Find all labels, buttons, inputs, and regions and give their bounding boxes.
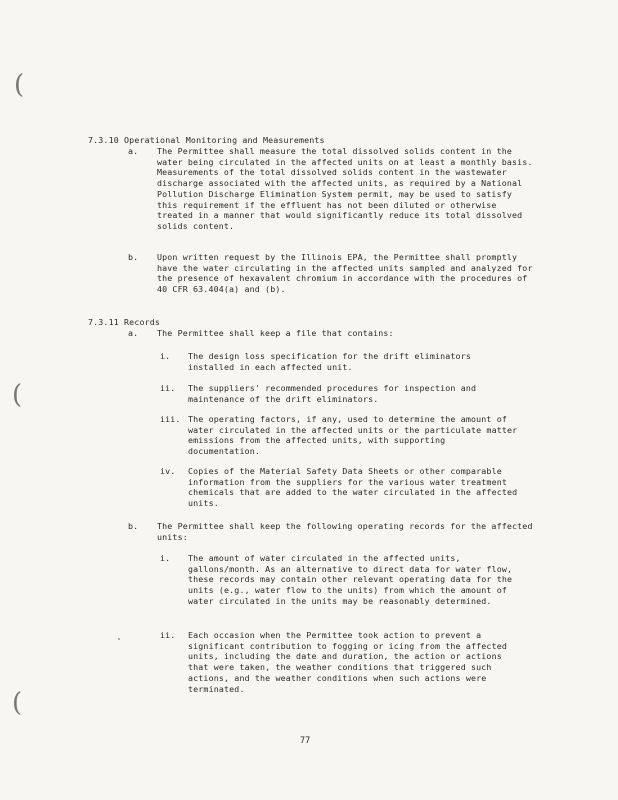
- item-text-7-3-11-a: The Permittee shall keep a file that contains:: [157, 328, 394, 338]
- subitem-label: i.: [160, 553, 171, 563]
- binder-hole-mark-middle: (: [12, 380, 23, 410]
- item-text-7-3-10-b: Upon written request by the Illinois EPA, the Permittee shall promptly have the water circulating in the affected units sampled and analyzed for the presence of hexavalent chromium in accordance with the procedures of 40 CFR 63.404(a) and (b).: [157, 252, 533, 295]
- item-text-7-3-10-a: The Permittee shall measure the total dissolved solids content in the water being circulated in the affected units on at least a monthly basis. Measurements of the total dissolved solids content in the wastewater discharge associated with the affected units, as required by a National Pollution Discharge Elimination System permit, may be used to satisfy this requirement if the effluent has not been diluted or otherwise treated in a manner that would significantly reduce its total dissolved solids content.: [157, 146, 533, 231]
- subitem-text-a-i: The design loss specification for the drift eliminators installed in each affected unit.: [188, 351, 471, 372]
- item-label: a.: [128, 328, 139, 338]
- section-number: 7.3.10: [88, 134, 119, 145]
- item-label: b.: [128, 521, 139, 531]
- subitem-text-a-iii: The operating factors, if any, used to determine the amount of water circulated in the affected units or the particulate matter emissions from the affected units, with supporting documentation.: [188, 414, 518, 457]
- item-text-7-3-11-b: The Permittee shall keep the following operating records for the affected units:: [157, 521, 533, 542]
- section-heading-7-3-11: [88, 306, 160, 327]
- subitem-text-b-ii: Each occasion when the Permittee took action to prevent a significant contribution to fogging or icing from the affected units, including the date and duration, the action or actions that were taken, the weather conditions that triggered such actions, and the weather conditions when such actions were terminated.: [188, 630, 507, 694]
- item-label: b.: [128, 252, 139, 262]
- subitem-label: i.: [160, 351, 171, 361]
- subitem-text-a-ii: The suppliers' recommended procedures for inspection and maintenance of the drift eliminators.: [188, 383, 477, 404]
- subitem-text-b-i: The amount of water circulated in the affected units, gallons/month. As an alternative to direct data for water flow, these records may contain other relevant operating data for the units (e.g., water flow to the units) from which the amount of water circulated in the units may be reasonably determined.: [188, 553, 513, 606]
- subitem-label: iv.: [160, 466, 176, 476]
- binder-hole-mark-top: (: [14, 70, 25, 100]
- section-title: Records: [124, 316, 161, 327]
- scan-speck: [118, 638, 120, 640]
- section-title: Operational Monitoring and Measurements: [124, 134, 325, 145]
- section-number: 7.3.11: [88, 316, 119, 327]
- page-number: 77: [300, 736, 311, 746]
- subitem-text-a-iv: Copies of the Material Safety Data Sheets or other comparable information from the suppliers for the various water treatment chemicals that are added to the water circulated in the affected units.: [188, 466, 518, 509]
- binder-hole-mark-bottom: (: [12, 688, 23, 718]
- subitem-label: ii.: [160, 630, 176, 640]
- item-label: a.: [128, 146, 139, 156]
- section-heading-7-3-10: [88, 124, 325, 145]
- subitem-label: iii.: [160, 414, 181, 424]
- subitem-label: ii.: [160, 383, 176, 393]
